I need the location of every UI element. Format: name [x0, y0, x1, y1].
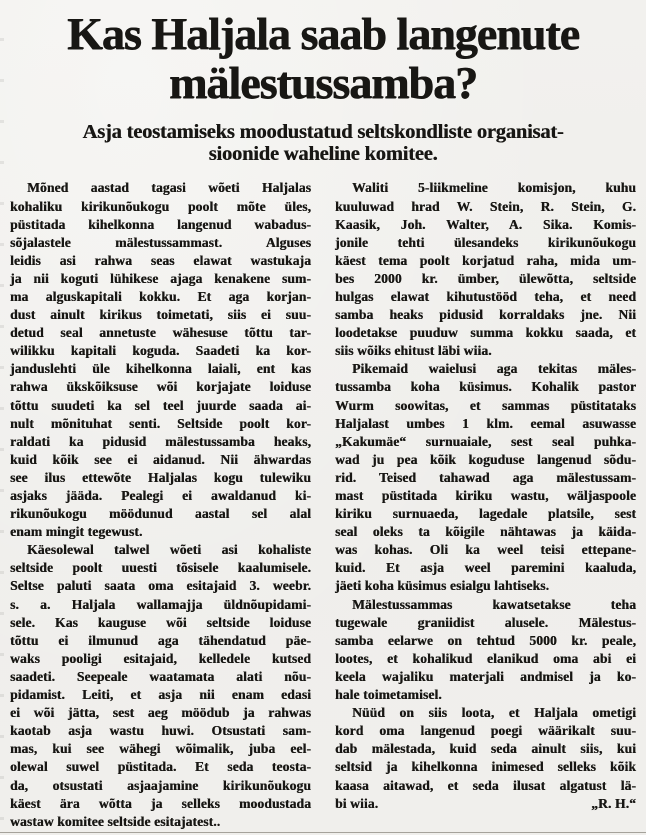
column-left — [10, 179, 311, 830]
text-line: see ilus ettewõte Haljalas kogu tulewiku — [10, 469, 311, 485]
text-line: mast püstitada kiriku wastu, wäljaspoole — [335, 488, 636, 503]
text-line: kuuluwad hrad W. Stein, R. Stein, G. — [335, 198, 636, 214]
article-columns — [10, 179, 636, 830]
text-line: raldati ka pidusid mälestussamba heaks, — [10, 433, 311, 449]
text-line: seal oleks ta kõigile nähtawas ja käida- — [335, 524, 636, 540]
text-line: Käesolewal talwel wõeti asi kohaliste — [27, 542, 311, 558]
column-right — [335, 179, 636, 830]
text-line: waks pooligi esitajaid, kelledele kutsed — [10, 650, 311, 666]
text-line: dust ainult kirikus toimetati, siis ei suu- — [10, 307, 311, 323]
article-title — [10, 10, 636, 108]
paragraph — [10, 541, 311, 831]
text-line: Haljalast umbes 1 klm. eemal asuwasse — [335, 415, 636, 431]
title-line: mälestussamba? — [168, 56, 478, 108]
text-line: wilikku kapitali koguda. Saadeti ka kor- — [10, 343, 311, 359]
text-line: Seltse paluti saata oma esitajaid 3. weebr. — [10, 578, 311, 594]
text-line: kohaliku kirikunõukogu poolt mõte üles, — [10, 198, 311, 214]
text-line: bes 2000 kr. ümber, ülewõtta, seltside — [335, 270, 636, 286]
text-line: seltsid ja kihelkonna inimesed selleks kõik — [335, 759, 636, 775]
text-line: seltside poolt uuesti tõsisele kaalumisele. — [10, 560, 311, 576]
text-line: tõttu suudeti ka sel teel juurde saada ai- — [10, 397, 311, 413]
bottom-rule-divider — [0, 832, 646, 833]
text-line: leidis asi rahwa seas elawat wastukaja — [10, 252, 311, 268]
text-line: Mõned aastad tagasi wõeti Haljalas — [27, 180, 311, 196]
text-line: Kaasik, Joh. Walter, A. Sika. Komis- — [335, 216, 636, 232]
text-line: „Kakumäe“ surnuaiale, sest seal puhka- — [335, 433, 636, 449]
text-line: pidamist. Leiti, et asja nii enam edasi — [10, 687, 311, 703]
text-line: rikunõukogu möödunud aastal sel alal — [10, 506, 311, 522]
text-line: rahwa ükskõiksuse wõi korjajate loiduse — [10, 379, 311, 395]
text-line: tussamba koha küsimus. Kohalik pastor — [335, 379, 636, 395]
text-line: kaasa aitawad, et seda ilusat algatust lä- — [335, 777, 636, 793]
scan-edge-artifacts — [0, 0, 4, 835]
text-line: sele. Kas kauguse wõi seltside loiduse — [10, 614, 311, 630]
text-line: käest tema poolt korjatud raha, mida um- — [335, 252, 636, 268]
text-line: käest ära wõtta ja selleks moodustada — [10, 795, 311, 811]
paragraph — [335, 596, 636, 705]
text-line: tõttu ei ilmunud aga tähendatud päe- — [10, 632, 311, 648]
text-line: püstitada kihelkonna langenud wabadus- — [10, 216, 311, 232]
text-line: lootes, et kohalikud elanikud oma abi ei — [335, 650, 636, 666]
text-line: enam mingit tegewust. — [10, 524, 143, 540]
subtitle-line: sioonide waheline komitee. — [208, 143, 438, 166]
text-line: wad ju pea kõik koguduse langenud sõdu- — [335, 451, 636, 467]
text-line: rid. Teised tahawad aga mälestussam- — [335, 469, 636, 485]
text-line: ei wõi jätta, sest aeg möödub ja rahwas — [10, 705, 311, 721]
text-line: hulgas elawat kihutustööd teha, et need — [335, 288, 636, 304]
text-line: detud seal annetuste wähesuse tõttu tar- — [10, 325, 311, 341]
text-line: kuid kõik see ei aidanud. Nii ähwardas — [10, 451, 311, 467]
text-line: tugewale graniidist alusele. Mälestus- — [335, 614, 636, 630]
paragraph — [335, 179, 636, 360]
article-subtitle — [10, 121, 636, 167]
paragraph — [10, 179, 311, 541]
text-line: sõjalastele mälestussammast. Alguses — [10, 234, 311, 250]
text-line: keela wajaliku materjali andmisel ja ko- — [335, 668, 636, 684]
text-line: ma alguskapitali kokku. Et aga korjan- — [10, 288, 311, 304]
text-line: saadeti. Seepeale waatamata alati nõu- — [10, 668, 311, 684]
text-line: bi wiia. — [335, 795, 379, 811]
text-line: loodetakse puuduw summa kokku saada, et — [335, 325, 636, 341]
text-line: wastaw komitee seltside esitajatest.. — [10, 813, 221, 829]
paragraph — [335, 360, 636, 595]
text-line: Waliti 5-liikmeline komisjon, kuhu — [352, 180, 636, 196]
text-line: was kohas. Oli ka weel teisi ettepane- — [335, 542, 636, 558]
text-line: Wurm soowitas, et sammas püstitataks — [335, 397, 636, 413]
text-line: Pikemaid waielusi aga tekitas mäles- — [352, 361, 636, 377]
text-line: dab mälestada, kuid seda ainult siis, kui — [335, 741, 636, 757]
text-line: kaotab asja wastu huwi. Otsustati sam- — [10, 723, 311, 739]
text-line: da, otsustati asjaajamine kirikunõukogu — [10, 777, 311, 793]
text-line: kuid. Et asja weel paremini kaaluda, — [335, 560, 636, 576]
text-line: samba heaks pidusid korraldaks jne. Nii — [335, 307, 636, 323]
text-line: jäeti koha küsimus esialgu lahtiseks. — [335, 578, 550, 594]
text-line: samba eelarwe on tehtud 5000 kr. peale, — [335, 632, 636, 648]
text-line: siis wõiks ehitust läbi wiia. — [335, 343, 492, 359]
signature: „R. H.“ — [591, 795, 636, 811]
paragraph — [335, 704, 636, 813]
text-line: jonile tehti ülesandeks kirikunõukogu — [335, 234, 636, 250]
text-line: ja nii koguti lühikese ajaga kenakene sum- — [10, 270, 311, 286]
text-line: janduslehti üle kihelkonna laiali, ent kas — [10, 361, 311, 377]
text-line: olewal suwel püstitada. Et seda teosta- — [10, 759, 311, 775]
subtitle-line: Asja teostamiseks moodustatud seltskondliste organisat- — [82, 120, 564, 143]
text-line: kord oma langenud poegi wäärikalt suu- — [335, 723, 636, 739]
text-line: nult mõnituhat senti. Seltside poolt kor- — [10, 415, 311, 431]
text-line: s. a. Haljala wallamajja üldnõupidami- — [10, 596, 311, 612]
text-line: asjaks jääda. Pealegi ei awaldanud ki- — [10, 488, 311, 503]
text-line: Mälestussammas kawatsetakse teha — [352, 596, 636, 612]
text-line: hale toimetamisel. — [335, 687, 442, 703]
title-line: Kas Haljala saab langenute — [66, 8, 579, 59]
text-line: mas, kui see wähegi wõimalik, juba eel- — [10, 741, 311, 757]
text-line: kiriku surnuaeda, lagedale platsile, sest — [335, 506, 636, 522]
text-line: Nüüd on siis loota, et Haljala ometigi — [352, 705, 636, 721]
text-line — [335, 795, 636, 813]
